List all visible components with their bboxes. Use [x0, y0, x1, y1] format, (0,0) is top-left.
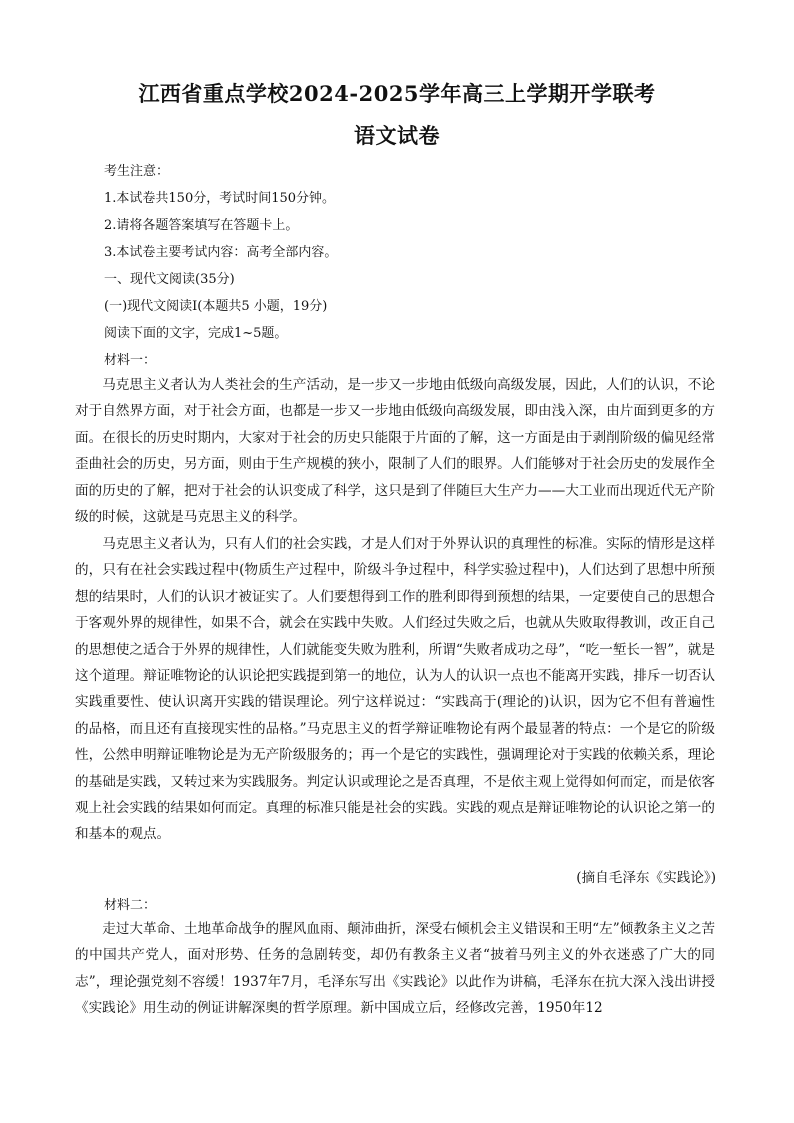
- material2-paragraph: 走过大革命、土地革命战争的腥风血雨、颠沛曲折，深受右倾机会主义错误和王明“左”倾教条主义之苦的中国共产党人，面对形势、任务的急剧转变，却仍有教条主义者“披着马列主义的外衣迷惑了广大的同志”，理论强党刻不容缓！1937年7月，毛泽东写出《实践论》以此作为讲稿，毛泽东在抗大深入浅出讲授《实践论》用生动的例证讲解深奥的哲学原理。新中国成立后，经修改完善，1950年12: [75, 921, 715, 1017]
- notice-item: 2.请将各题答案填写在答题卡上。: [104, 218, 299, 233]
- section-heading: 一、现代文阅读(35分): [104, 272, 235, 287]
- exam-subject: 语文试卷: [354, 123, 440, 148]
- exam-title: 江西省重点学校2024-2025学年高三上学期开学联考: [138, 81, 656, 106]
- notice-item: 1.本试卷共150分，考试时间150分钟。: [104, 191, 336, 206]
- notice-heading: 考生注意：: [104, 164, 170, 179]
- material1-source: (摘自毛泽东《实践论》): [576, 870, 716, 886]
- material-label: 材料一：: [104, 353, 157, 368]
- material1-paragraph: 马克思主义者认为，只有人们的社会实践，才是人们对于外界认识的真理性的标准。实际的情形是这样的，只有在社会实践过程中(物质生产过程中，阶级斗争过程中，科学实验过程中)，人们达到了思想中所预想的结果时，人们的认识才被证实了。人们要想得到工作的胜利即得到预想的结果，一定要使自己的思想合于客观外界的规律性，如果不合，就会在实践中失败。人们经过失败之后，也就从失败取得教训，改正自己的思想使之适合于外界的规律性，人们就能变失败为胜利，所谓“失败者成功之母”，“吃一堑长一智”，就是这个道理。辩证唯物论的认识论把实践提到第一的地位，认为人的认识一点也不能离开实践，排斥一切否认实践重要性、使认识离开实践的错误理论。列宁这样说过：“实践高于(理论的)认识，因为它不但有普遍性的品格，而且还有直接现实性的品格。”马克思主义的哲学辩证唯物论有两个最显著的特点：一个是它的阶级性，公然申明辩证唯物论是为无产阶级服务的；再一个是它的实践性，强调理论对于实践的依赖关系，理论的基础是实践，又转过来为实践服务。判定认识或理论之是否真理，不是依主观上觉得如何而定，而是依客观上社会实践的结果如何而定。真理的标准只能是社会的实践。实践的观点是辩证唯物论的认识论之第一的和基本的观点。: [75, 536, 715, 843]
- notice-item: 3.本试卷主要考试内容：高考全部内容。: [104, 245, 338, 260]
- reading-instruction: 阅读下面的文字，完成1~5题。: [104, 326, 288, 341]
- material-label: 材料二：: [104, 898, 157, 913]
- material1-paragraph: 马克思主义者认为人类社会的生产活动，是一步又一步地由低级向高级发展，因此，人们的认识，不论对于自然界方面，对于社会方面，也都是一步又一步地由低级向高级发展，即由浅入深，由片面到更多的方面。在很长的历史时期内，大家对于社会的历史只能限于片面的了解，这一方面是由于剥削阶级的偏见经常歪曲社会的历史，另方面，则由于生产规模的狭小，限制了人们的眼界。人们能够对于社会历史的发展作全面的历史的了解，把对于社会的认识变成了科学，这只是到了伴随巨大生产力——大工业而出现近代无产阶级的时候，这就是马克思主义的科学。: [75, 377, 715, 526]
- section-subheading: (一)现代文阅读Ⅰ(本题共5 小题，19分): [104, 299, 328, 314]
